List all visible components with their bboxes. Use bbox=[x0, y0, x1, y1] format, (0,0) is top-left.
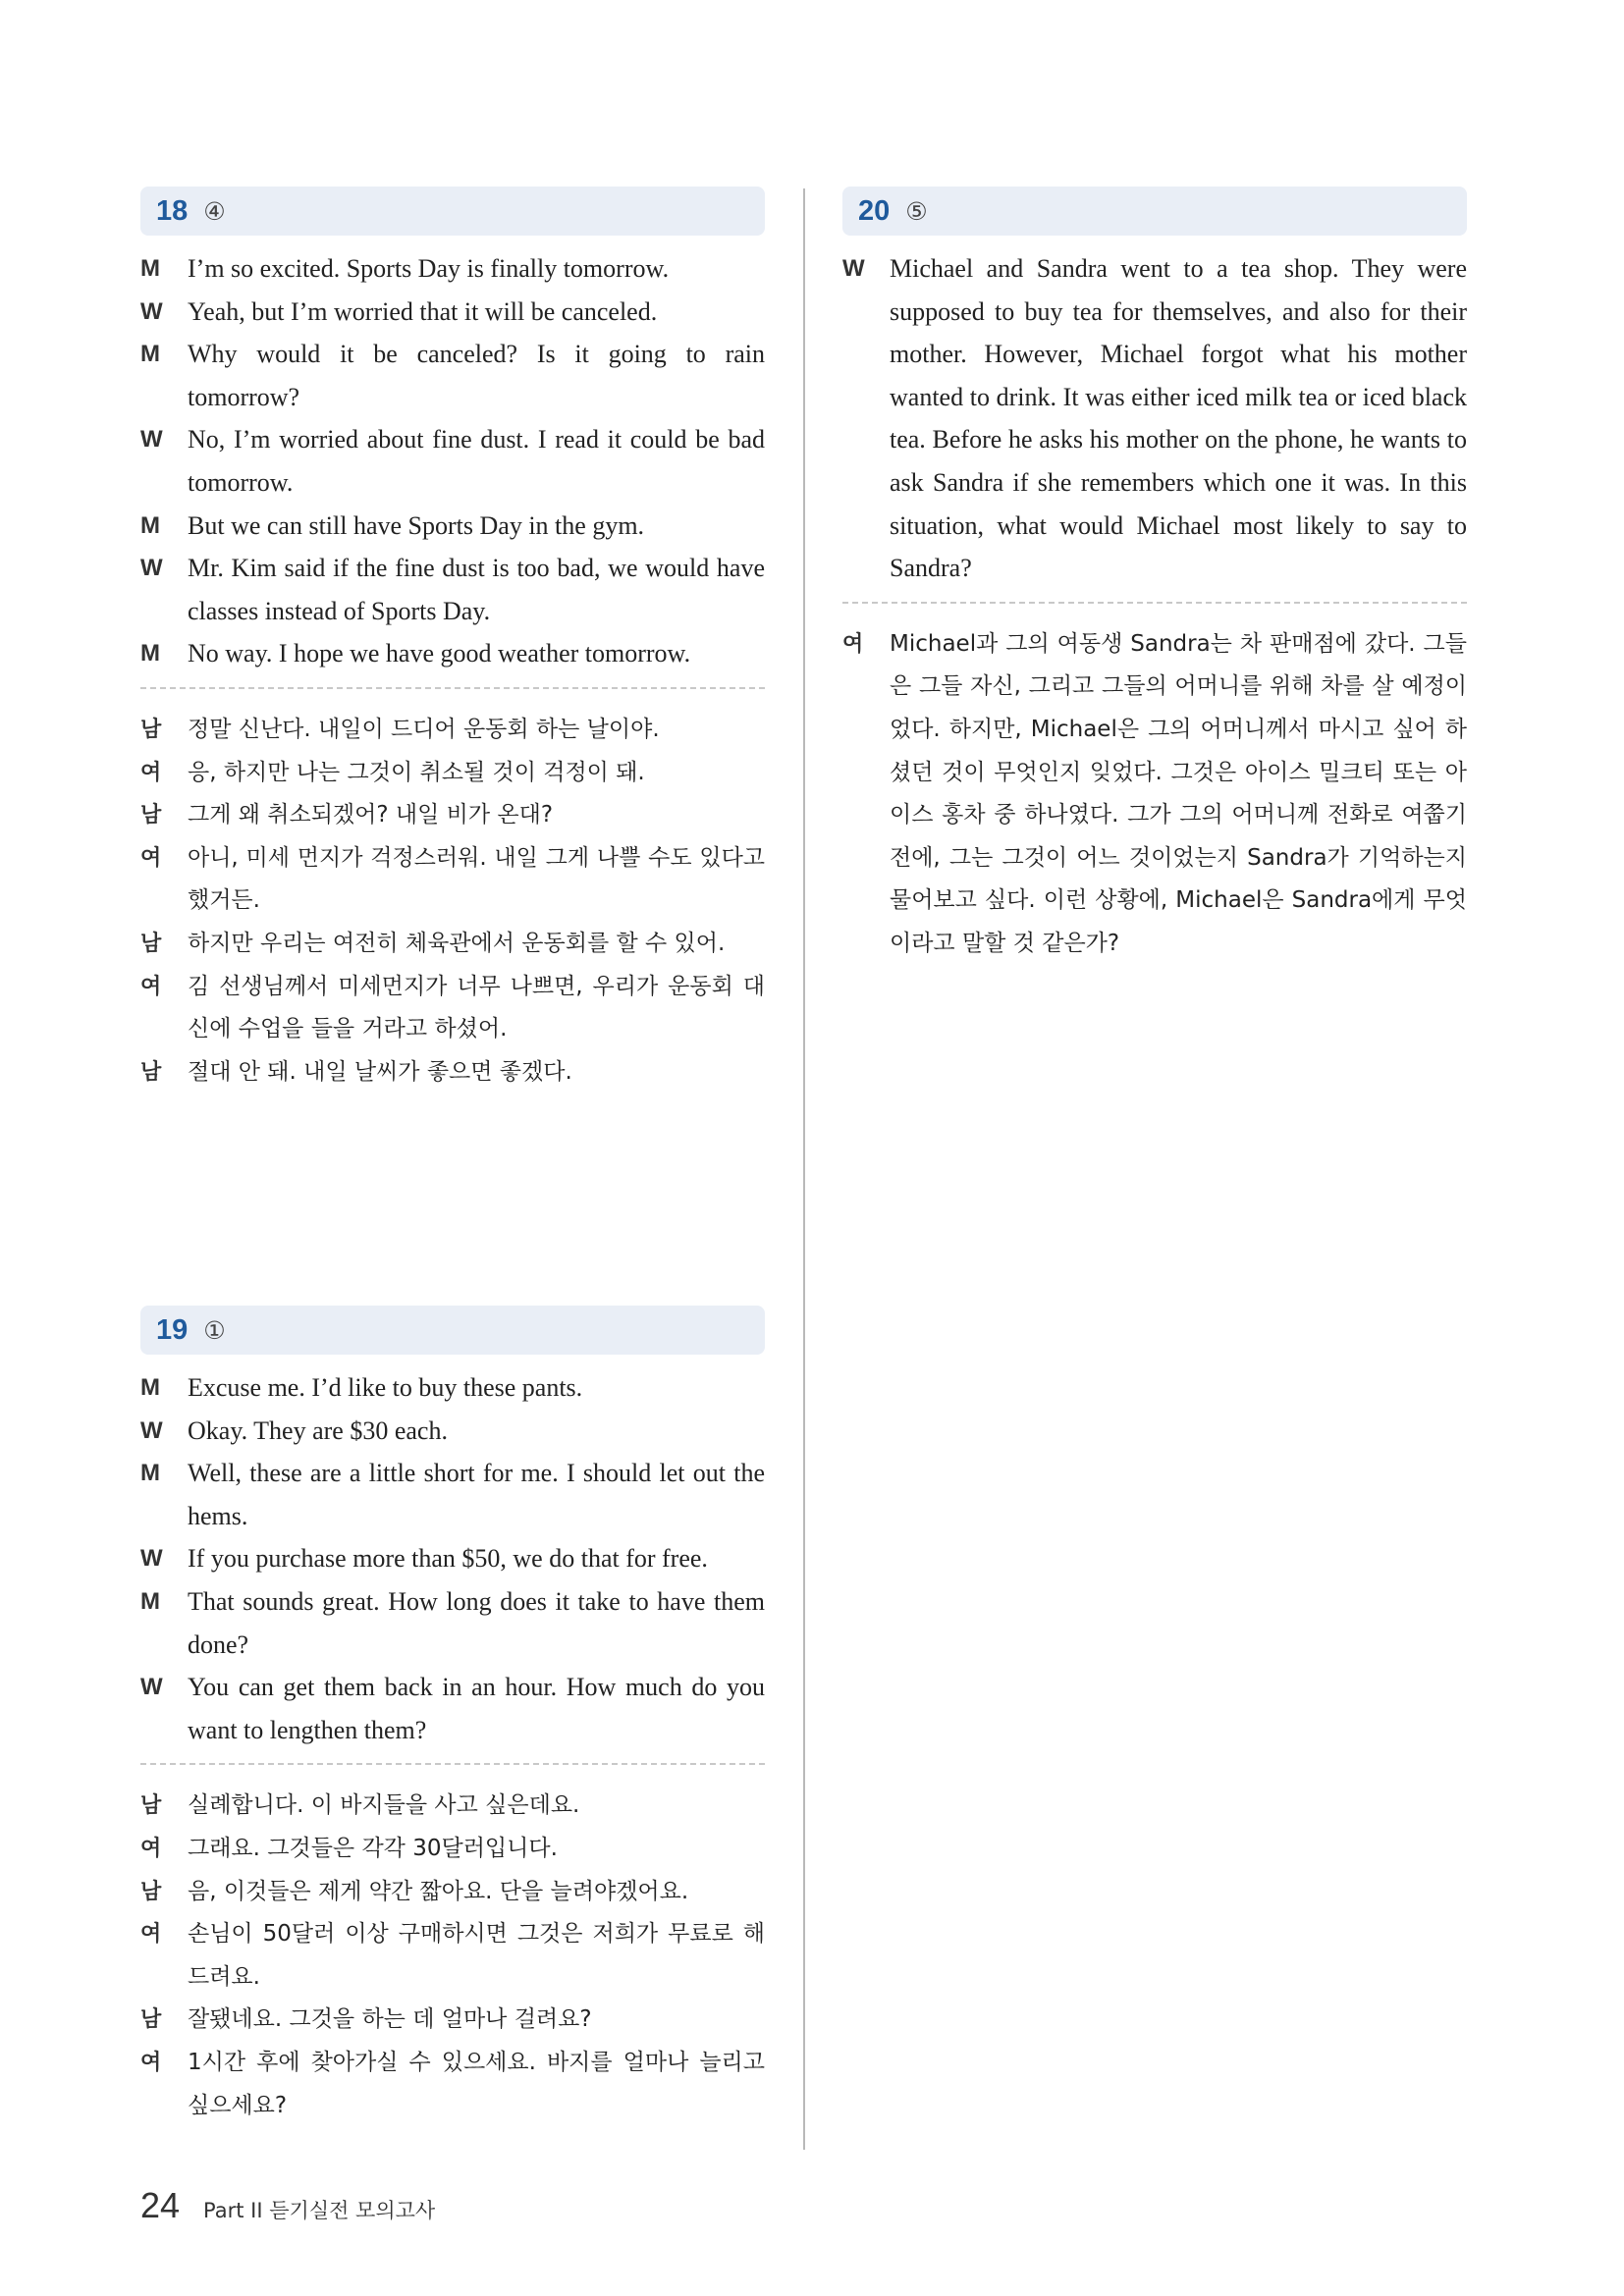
translation-text: 잘됐네요. 그것을 하는 데 얼마나 걸려요? bbox=[188, 2006, 592, 2033]
dialogue-text: Michael and Sandra went to a tea shop. They were supposed to buy tea for themselves, and also for their mother. However, Michael forgot what his mother wanted to drink. It was either iced milk tea or iced black tea. Before he asks his mother on the phone, he wants to ask Sandra if she remembers which one it was. In this situation, what would Michael most likely to say to Sandra? bbox=[890, 254, 1467, 583]
translation-line bbox=[842, 623, 1467, 966]
translation-text: 정말 신난다. 내일이 드디어 운동회 하는 날이야. bbox=[188, 716, 660, 742]
dialogue-line bbox=[140, 247, 765, 291]
question-19 bbox=[140, 1306, 765, 2127]
dialogue-line bbox=[140, 505, 765, 548]
translation-line bbox=[140, 1871, 765, 1914]
translation-line bbox=[140, 966, 765, 1051]
dialogue-line bbox=[140, 1410, 765, 1453]
translation-text: 실례합니다. 이 바지들을 사고 싶은데요. bbox=[188, 1792, 580, 1819]
dialogue-text: Okay. They are $30 each. bbox=[188, 1415, 448, 1445]
page-number: 24 bbox=[140, 2185, 181, 2225]
translation-line bbox=[140, 1913, 765, 1999]
korean-translation bbox=[140, 709, 765, 1094]
answer-mark: ① bbox=[203, 1315, 226, 1345]
question-header bbox=[842, 187, 1467, 236]
left-column bbox=[140, 187, 765, 2118]
translation-line bbox=[140, 1828, 765, 1871]
translation-line bbox=[140, 1999, 765, 2042]
question-number: 20 bbox=[858, 194, 891, 227]
speaker-label: 여 bbox=[140, 760, 162, 785]
question-header bbox=[140, 187, 765, 236]
english-monologue bbox=[842, 247, 1467, 590]
translation-text: 하지만 우리는 여전히 체육관에서 운동회를 할 수 있어. bbox=[188, 930, 726, 956]
english-dialogue bbox=[140, 247, 765, 675]
column-divider bbox=[803, 188, 805, 2150]
question-number: 18 bbox=[156, 194, 189, 227]
dialogue-text: Well, these are a little short for me. I should let out the hems. bbox=[188, 1459, 765, 1530]
speaker-label: 남 bbox=[140, 2007, 162, 2033]
speaker-label: 여 bbox=[140, 1922, 162, 1948]
speaker-label: M bbox=[140, 1587, 160, 1615]
translation-text: 음, 이것들은 제게 약간 짧아요. 단을 늘려야겠어요. bbox=[188, 1878, 689, 1904]
dialogue-line bbox=[140, 547, 765, 632]
dialogue-text: Mr. Kim said if the fine dust is too bad, we would have classes instead of Sports Day. bbox=[188, 554, 765, 625]
dialogue-line bbox=[140, 1580, 765, 1666]
dialogue-line bbox=[140, 333, 765, 418]
speaker-label: W bbox=[140, 1545, 163, 1573]
speaker-label: 남 bbox=[140, 1879, 162, 1904]
speaker-label: 남 bbox=[140, 931, 162, 956]
dialogue-line bbox=[140, 1666, 765, 1751]
speaker-label: 여 bbox=[140, 2050, 162, 2075]
dashed-divider bbox=[842, 602, 1467, 604]
question-number: 19 bbox=[156, 1313, 189, 1346]
speaker-label: 남 bbox=[140, 1793, 162, 1819]
translation-text: 그래요. 그것들은 각각 30달러입니다. bbox=[188, 1835, 558, 1861]
speaker-label: M bbox=[140, 255, 160, 282]
answer-mark: ⑤ bbox=[905, 196, 928, 226]
translation-text: 그게 왜 취소되겠어? 내일 비가 온대? bbox=[188, 802, 554, 828]
speaker-label: W bbox=[140, 426, 163, 454]
speaker-label: M bbox=[140, 341, 160, 368]
dialogue-line bbox=[140, 1537, 765, 1580]
dialogue-text: I’m so excited. Sports Day is finally tomorrow. bbox=[188, 254, 670, 283]
dialogue-line bbox=[140, 632, 765, 675]
translation-text: 김 선생님께서 미세먼지가 너무 나쁘면, 우리가 운동회 대신에 수업을 들을 거라고 하셨어. bbox=[188, 973, 765, 1042]
dialogue-line bbox=[140, 418, 765, 504]
dialogue-text: You can get them back in an hour. How much do you want to lengthen them? bbox=[188, 1673, 765, 1744]
speaker-label: W bbox=[842, 255, 865, 282]
speaker-label: 여 bbox=[140, 974, 162, 999]
speaker-label: 남 bbox=[140, 803, 162, 828]
speaker-label: W bbox=[140, 1416, 163, 1444]
dialogue-text: But we can still have Sports Day in the gym. bbox=[188, 510, 645, 540]
part-title: Part II 듣기실전 모의고사 bbox=[203, 2199, 436, 2222]
dialogue-text: That sounds great. How long does it take to have them done? bbox=[188, 1586, 765, 1659]
dashed-divider bbox=[140, 1763, 765, 1765]
speaker-label: 남 bbox=[140, 717, 162, 742]
translation-text: 아니, 미세 먼지가 걱정스러워. 내일 그게 나쁠 수도 있다고 했거든. bbox=[188, 844, 765, 914]
translation-text: 응, 하지만 나는 그것이 취소될 것이 걱정이 돼. bbox=[188, 759, 645, 785]
dialogue-line bbox=[140, 1366, 765, 1410]
english-dialogue bbox=[140, 1366, 765, 1751]
speaker-label: W bbox=[140, 555, 163, 582]
speaker-label: W bbox=[140, 297, 163, 325]
translation-line bbox=[140, 1051, 765, 1095]
speaker-label: W bbox=[140, 1674, 163, 1701]
translation-text: 손님이 50달러 이상 구매하시면 그것은 저희가 무료로 해 드려요. bbox=[188, 1921, 765, 1990]
translation-line bbox=[140, 794, 765, 837]
dashed-divider bbox=[140, 687, 765, 689]
dialogue-text: Yeah, but I’m worried that it will be canceled. bbox=[188, 296, 658, 326]
translation-line bbox=[140, 2042, 765, 2127]
answer-mark: ④ bbox=[203, 196, 226, 226]
speaker-label: M bbox=[140, 1460, 160, 1487]
speaker-label: M bbox=[140, 511, 160, 539]
translation-line bbox=[140, 923, 765, 966]
speaker-label: M bbox=[140, 640, 160, 667]
dialogue-text: No, I’m worried about fine dust. I read it could be bad tomorrow. bbox=[188, 425, 765, 497]
dialogue-text: No way. I hope we have good weather tomorrow. bbox=[188, 639, 691, 668]
speaker-label: 남 bbox=[140, 1059, 162, 1085]
dialogue-text: Why would it be canceled? Is it going to rain tomorrow? bbox=[188, 340, 765, 411]
question-header bbox=[140, 1306, 765, 1355]
translation-text: 절대 안 돼. 내일 날씨가 좋으면 좋겠다. bbox=[188, 1058, 572, 1085]
translation-text: 1시간 후에 찾아가실 수 있으세요. 바지를 얼마나 늘리고 싶으세요? bbox=[188, 2049, 765, 2118]
dialogue-text: If you purchase more than $50, we do that for free. bbox=[188, 1544, 708, 1574]
dialogue-line bbox=[842, 247, 1467, 590]
speaker-label: 여 bbox=[140, 845, 162, 871]
dialogue-text: Excuse me. I’d like to buy these pants. bbox=[188, 1373, 583, 1402]
right-column bbox=[842, 187, 1467, 966]
translation-text: Michael과 그의 여동생 Sandra는 차 판매점에 갔다. 그들은 그들 자신, 그리고 그들의 어머니를 위해 차를 살 예정이었다. 하지만, Michael은 그의 어머니께서 마시고 싶어 하셨던 것이 무엇인지 잊었다. 그것은 아이스 밀크티 또는 아이스 홍차 중 하나였다. 그가 그의 어머니께 전화로 여쭙기 전에, 그는 그것이 어느 것이었는지 Sandra가 기억하는지 물어보고 싶다. 이런 상황에, Michael은 Sandra에게 무엇이라고 말할 것 같은가? bbox=[890, 630, 1467, 956]
korean-translation bbox=[842, 623, 1467, 966]
speaker-label: 여 bbox=[842, 631, 864, 657]
question-18 bbox=[140, 187, 765, 1094]
page-footer bbox=[140, 2185, 435, 2226]
dialogue-line bbox=[140, 1452, 765, 1537]
translation-line bbox=[140, 752, 765, 795]
dialogue-line bbox=[140, 291, 765, 334]
speaker-label: 여 bbox=[140, 1836, 162, 1861]
korean-translation bbox=[140, 1785, 765, 2127]
speaker-label: M bbox=[140, 1374, 160, 1401]
question-20 bbox=[842, 187, 1467, 966]
translation-line bbox=[140, 1785, 765, 1828]
translation-line bbox=[140, 709, 765, 752]
translation-line bbox=[140, 837, 765, 923]
